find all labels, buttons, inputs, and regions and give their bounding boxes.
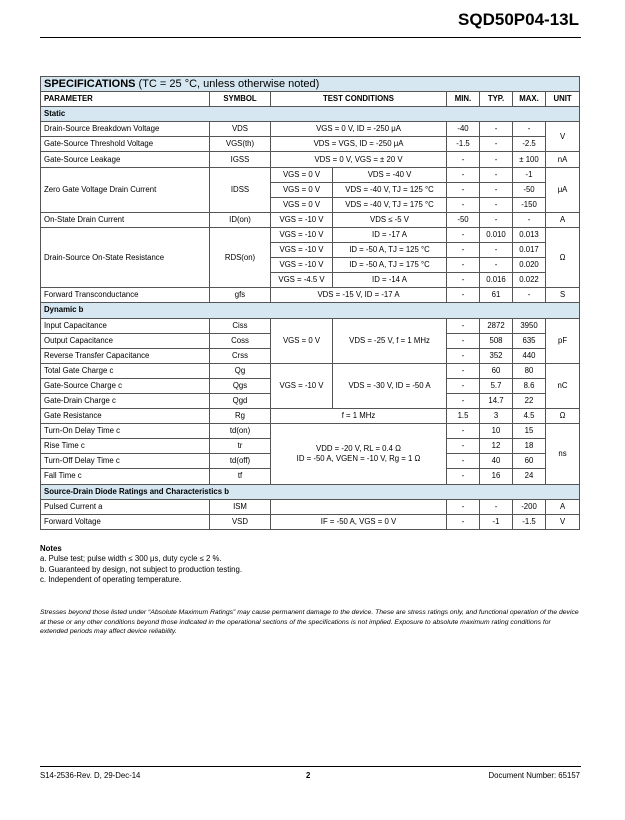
notes-block — [40, 544, 242, 586]
note-item: a. Pulse test; pulse width ≤ 300 μs, duty cycle ≤ 2 %. — [40, 554, 222, 564]
col-min: MIN. — [447, 92, 480, 107]
note-item: b. Guaranteed by design, not subject to production testing. — [40, 564, 242, 574]
table-row: VGS = 0 V VDS = -40 V, TJ = 175 °C - - -150 — [41, 197, 580, 212]
table-row: Output Capacitance Coss - 508 635 — [41, 333, 580, 348]
col-test-conditions: TEST CONDITIONS — [271, 92, 447, 107]
table-row: Gate-Drain Charge c Qgd - 14.7 22 — [41, 393, 580, 408]
table-row: Gate-Source Charge c Qgs - 5.7 8.6 — [41, 378, 580, 393]
table-title: SPECIFICATIONS (TC = 25 °C, unless otherwise noted) — [41, 77, 580, 92]
part-number-title: SQD50P04-13L — [458, 10, 579, 29]
table-row: Drain-Source On-State Resistance RDS(on) VGS = -10 V ID = -17 A - 0.010 0.013 Ω — [41, 227, 580, 242]
table-row: Forward Voltage VSD IF = -50 A, VGS = 0 V - -1 -1.5 V — [41, 514, 580, 529]
page-number: 2 — [306, 771, 311, 780]
col-max: MAX. — [513, 92, 546, 107]
table-row: Reverse Transfer Capacitance Crss - 352 440 — [41, 348, 580, 363]
col-typ: TYP. — [480, 92, 513, 107]
stress-disclaimer: Stresses beyond those listed under “Absolute Maximum Ratings” may cause permanent damage to the device. These are stress ratings only, and functional operation of the device at these or any other conditions beyond those indicated in the operational sections of the specifications is not implied. Exposure to absolute maximum rating conditions for extended periods may affect device reliability. — [40, 609, 579, 636]
table-row: Drain-Source Breakdown Voltage VDS VGS = 0 V, ID = -250 μA -40 - - V — [41, 122, 580, 137]
document-number: Document Number: 65157 — [488, 771, 580, 780]
table-row: Gate Resistance Rg f = 1 MHz 1.5 3 4.5 Ω — [41, 409, 580, 424]
section-dynamic: Dynamic b — [41, 303, 580, 318]
table-row: Fall Time c tf - 16 24 — [41, 469, 580, 484]
specifications-table — [40, 76, 580, 530]
switching-conditions: VDD = -20 V, RL = 0.4 Ω ID = -50 A, VGEN = -10 V, Rg = 1 Ω — [271, 424, 447, 484]
column-header-row — [41, 92, 580, 107]
section-diode: Source-Drain Diode Ratings and Characteristics b — [41, 484, 580, 499]
table-row: Pulsed Current a ISM - - -200 A — [41, 499, 580, 514]
table-row: VGS = -10 V ID = -50 A, TJ = 175 °C - - 0.020 — [41, 258, 580, 273]
footer-revision: S14-2536-Rev. D, 29-Dec-14 — [40, 771, 141, 780]
table-row: Rise Time c tr - 12 18 — [41, 439, 580, 454]
table-row: On-State Drain Current ID(on) VGS = -10 V VDS ≤ -5 V -50 - - A — [41, 212, 580, 227]
col-symbol: SYMBOL — [210, 92, 271, 107]
col-parameter: PARAMETER — [41, 92, 210, 107]
table-row: Zero Gate Voltage Drain Current IDSS VGS = 0 V VDS = -40 V - - -1 μA — [41, 167, 580, 182]
note-item: c. Independent of operating temperature. — [40, 575, 182, 585]
footer-rule — [40, 766, 581, 767]
table-row: Gate-Source Leakage IGSS VDS = 0 V, VGS = ± 20 V - - ± 100 nA — [41, 152, 580, 167]
table-row: Forward Transconductance gfs VDS = -15 V, ID = -17 A - 61 - S — [41, 288, 580, 303]
header-rule — [40, 37, 581, 38]
table-row: Turn-Off Delay Time c td(off) - 40 60 — [41, 454, 580, 469]
table-row: Input Capacitance Ciss VGS = 0 V VDS = -25 V, f = 1 MHz - 2872 3950 pF — [41, 318, 580, 333]
table-row: Gate-Source Threshold Voltage VGS(th) VDS = VGS, ID = -250 μA -1.5 - -2.5 — [41, 137, 580, 152]
table-title-row — [41, 77, 580, 92]
col-unit: UNIT — [546, 92, 580, 107]
notes-heading: Notes — [40, 544, 62, 553]
table-row: Total Gate Charge c Qg VGS = -10 V VDS = -30 V, ID = -50 A - 60 80 nC — [41, 363, 580, 378]
table-row: Turn-On Delay Time c td(on) VDD = -20 V, RL = 0.4 Ω ID = -50 A, VGEN = -10 V, Rg = 1 Ω - 10 15 ns — [41, 424, 580, 439]
table-row: VGS = 0 V VDS = -40 V, TJ = 125 °C - - -50 — [41, 182, 580, 197]
table-row: VGS = -4.5 V ID = -14 A - 0.016 0.022 — [41, 273, 580, 288]
table-row: VGS = -10 V ID = -50 A, TJ = 125 °C - - 0.017 — [41, 243, 580, 258]
section-static: Static — [41, 107, 580, 122]
